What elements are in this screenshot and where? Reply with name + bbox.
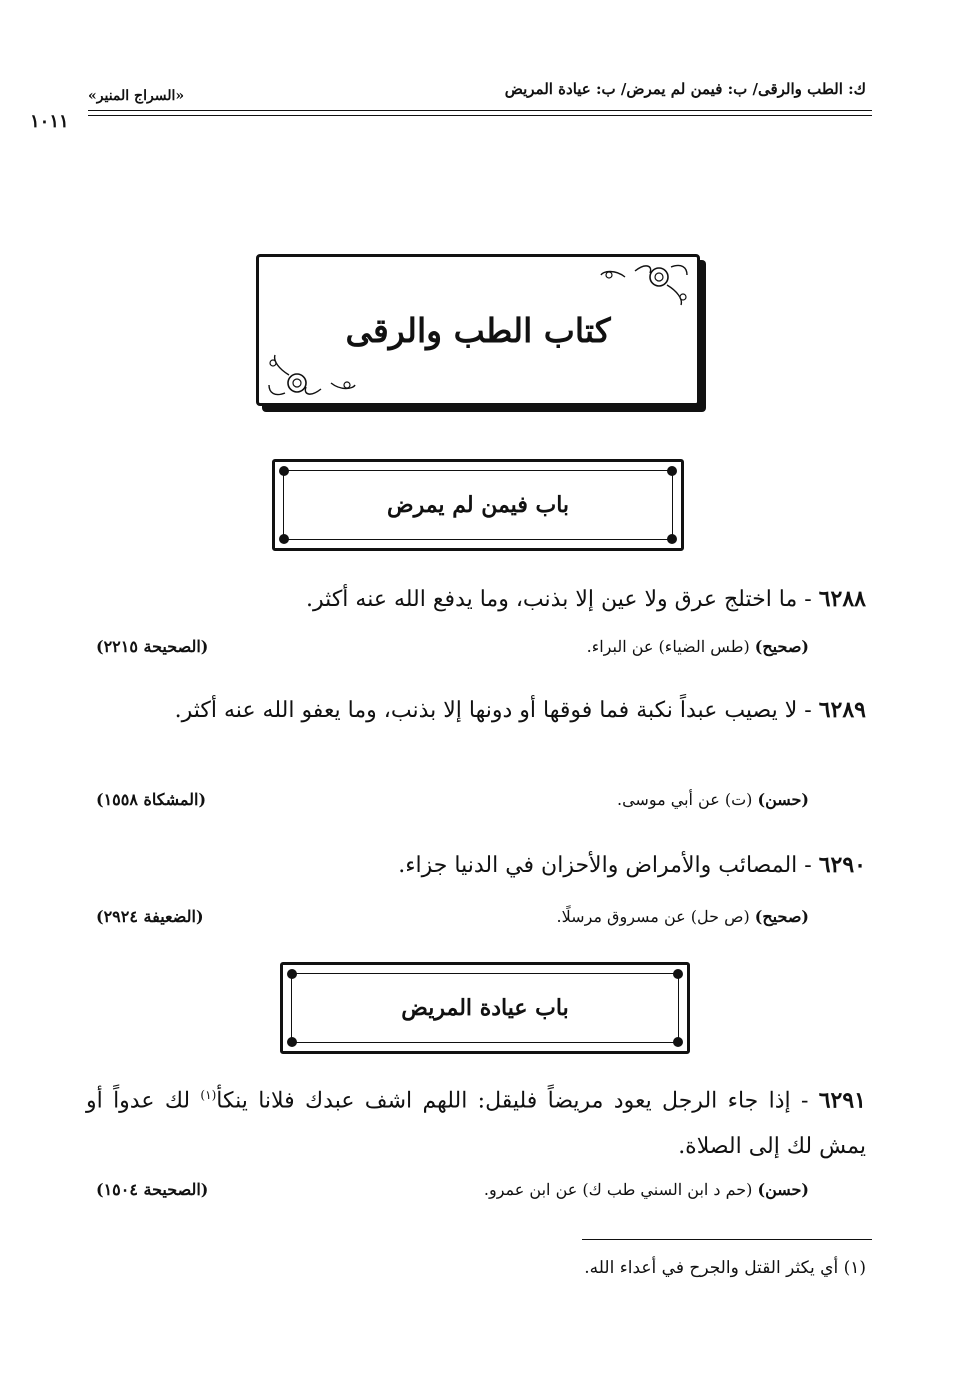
footnote (584, 1258, 866, 1278)
footnote-text: أي يكثر القتل والجرح في أعداء الله. (584, 1258, 839, 1278)
hadith-number: ٦٢٨٨ (818, 586, 866, 612)
footnote-marker[interactable]: (١) (200, 1088, 217, 1102)
hadith-grade: (صحيح) (754, 907, 809, 926)
hadith-grade: (حسن) (757, 790, 809, 809)
header-rule (88, 110, 872, 111)
hadith-number: ٦٢٩٠ (818, 852, 866, 878)
hadith-source-text: (ص حل) عن مسروق مرسلًا. (556, 907, 750, 926)
hadith-source-text: (حم د ابن السني طب ك) عن ابن عمرو. (483, 1180, 753, 1199)
hadith-text: ما اختلج عرق ولا عين إلا بذنب، وما يدفع الله عنه أكثر. (306, 587, 798, 612)
chapter-title: باب فيمن لم يمرض (386, 492, 570, 518)
hadith-entry (86, 1072, 866, 1170)
hadith-text: المصائب والأمراض والأحزان في الدنيا جزاء. (398, 853, 798, 878)
hadith-number: ٦٢٨٩ (818, 697, 866, 723)
hadith-text-continued: لك عدواً أو يمش لك إلى الصلاة. (86, 1088, 866, 1160)
hadith-source-text: (ت) عن أبي موسى. (616, 790, 753, 809)
hadith-grading-row (96, 790, 809, 818)
hadith-grade: (صحيح) (754, 637, 809, 656)
chapter-title: باب عيادة المريض (401, 995, 569, 1021)
hadith-entry (86, 687, 866, 734)
hadith-source (557, 907, 809, 926)
hadith-source (484, 1180, 809, 1199)
header-rule (88, 115, 872, 116)
hadith-reference: (الصحيحة ٢٢١٥) (96, 637, 209, 656)
hadith-grading-row (96, 907, 809, 935)
hadith-reference: (الصحيحة ١٥٠٤) (96, 1180, 209, 1199)
hadith-text: لا يصيب عبداً نكبة فما فوقها أو دونها إلا بذنب، وما يعفو الله عنه أكثر. (174, 698, 798, 723)
footnote-number: (١) (843, 1258, 866, 1278)
hadith-grading-row (96, 1180, 809, 1208)
running-header-title: ك: الطب والرقى/ ب: فيمن لم يمرض/ ب: عيادة المريض (504, 80, 866, 98)
hadith-source (587, 637, 809, 656)
hadith-grading-row (96, 637, 809, 665)
footnote-rule (582, 1239, 872, 1240)
book-title: كتاب الطب والرقى (345, 310, 611, 350)
page-number: ١٠١١ (30, 111, 69, 132)
running-header-book: «السراج المنير» (88, 88, 185, 104)
hadith-entry (86, 576, 866, 623)
hadith-reference: (الضعيفة ٢٩٢٤) (96, 907, 204, 926)
hadith-dash: - (797, 698, 812, 723)
hadith-grade: (حسن) (757, 1180, 809, 1199)
hadith-entry (86, 842, 866, 889)
hadith-dash: - (797, 587, 812, 612)
hadith-source (617, 790, 809, 809)
hadith-source-text: (طس الضياء) عن البراء. (586, 637, 750, 656)
hadith-number: ٦٢٩١ (818, 1087, 866, 1114)
hadith-dash: - (790, 1088, 809, 1114)
chapter-title-box (280, 962, 690, 1054)
hadith-dash: - (797, 853, 812, 878)
chapter-title-box (272, 459, 684, 551)
hadith-text: إذا جاء الرجل يعود مريضاً فليقل: اللهم اشف عبدك فلانا ينكأ (216, 1088, 791, 1114)
hadith-reference: (المشكاة ١٥٥٨) (96, 790, 207, 809)
